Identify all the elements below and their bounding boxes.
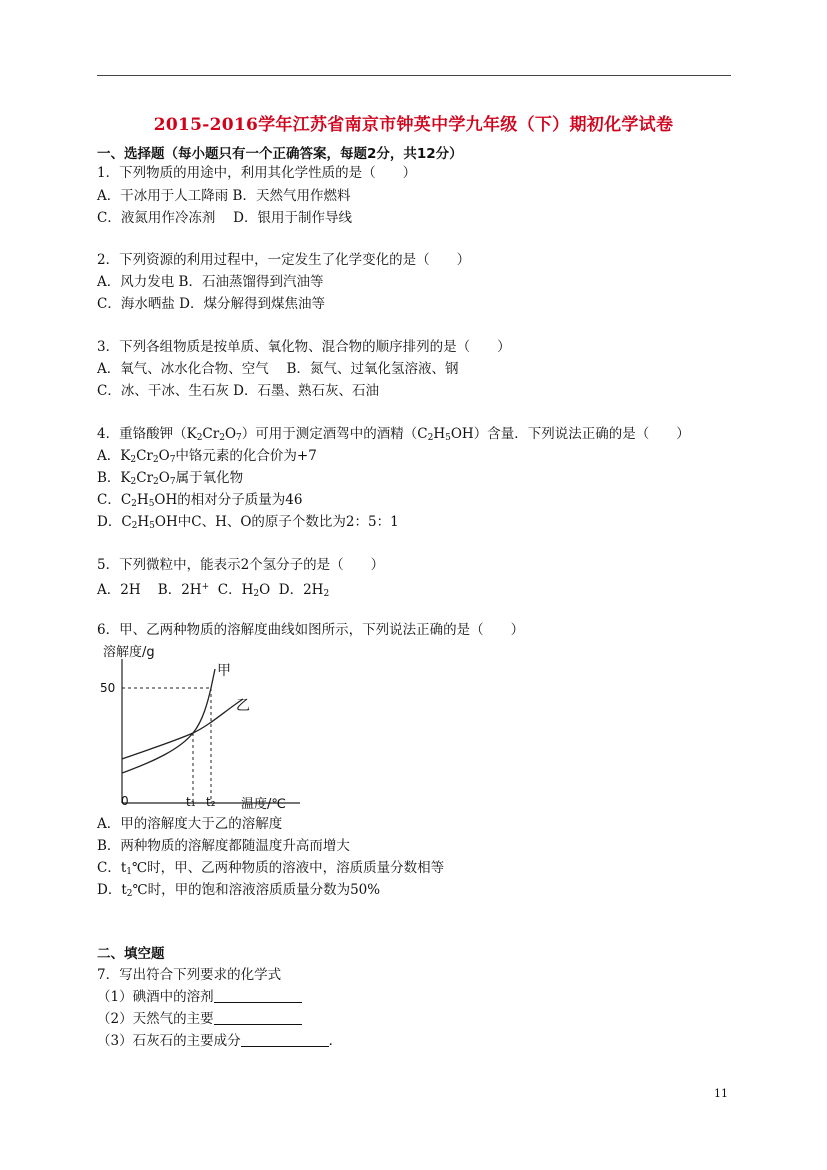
- series-jia-label: 甲: [217, 663, 231, 679]
- q1-options-ab: A．干冰用于人工降雨 B．天然气用作燃料: [97, 188, 351, 204]
- q6-option-a: A．甲的溶解度大于乙的溶解度: [97, 816, 283, 832]
- q6-option-d: D．$t_2℃$时，甲的饱和溶液溶质质量分数为50%: [97, 882, 381, 899]
- q3-options-ab: A．氧气、冰水化合物、空气 B．氮气、过氧化氢溶液、钢: [97, 361, 459, 377]
- x-tick-t2: t₂: [206, 795, 216, 809]
- x-axis-label: 温度/℃: [241, 797, 286, 812]
- header-rule: [97, 75, 731, 76]
- series-yi-curve: [122, 699, 243, 759]
- y-axis-label: 溶解度/g: [103, 645, 155, 660]
- q1-options-cd: C．液氮用作冷冻剂 D．银用于制作导线: [97, 210, 352, 226]
- q3-stem: 3．下列各组物质是按单质、氧化物、混合物的顺序排列的是（ ）: [97, 339, 511, 355]
- q7-part2: （2）天然气的主要: [97, 1010, 302, 1028]
- page-title: 2015-2016学年江苏省南京市钟英中学九年级（下）期初化学试卷: [153, 115, 674, 135]
- q4-option-c: C．$C_2H_5OH$的相对分子质量为46: [97, 492, 303, 509]
- x-tick-t1: t₁: [186, 795, 196, 809]
- q7-stem: 7．写出符合下列要求的化学式: [97, 967, 282, 983]
- y-tick-50: 50: [100, 681, 116, 695]
- page-number: 11: [714, 1087, 728, 1100]
- answer-blank: [214, 1010, 302, 1025]
- q3-options-cd: C．冰、干冰、生石灰 D．石墨、熟石灰、石油: [97, 383, 379, 399]
- series-jia-curve: [122, 669, 215, 773]
- q2-stem: 2．下列资源的利用过程中，一定发生了化学变化的是（ ）: [97, 252, 471, 268]
- q4-stem: 4．重铬酸钾$(K_2Cr_2O_7)$可用于测定酒驾中的酒精$(C_2H_5OH)$含量．下列说法正确的是（ ）: [97, 426, 690, 443]
- q6-option-b: B．两种物质的溶解度都随温度升高而增大: [97, 838, 350, 854]
- q5-stem: 5．下列微粒中，能表示2个氢分子的是（ ）: [97, 557, 385, 573]
- origin-label: 0: [121, 794, 129, 808]
- q5-options: A．2H B．2H+ C．$H_2O$ D．$2H_2$: [97, 582, 330, 599]
- q2-options-cd: C．海水晒盐 D．煤分解得到煤焦油等: [97, 296, 325, 312]
- q6-option-c: C．$t_1℃$时，甲、乙两种物质的溶液中，溶质质量分数相等: [97, 860, 445, 877]
- q1-stem: 1．下列物质的用途中，利用其化学性质的是（ ）: [97, 165, 417, 181]
- answer-blank: [241, 1032, 329, 1047]
- section-fill-heading: 二、填空题: [97, 946, 165, 962]
- q4-option-d: D．$C_2H_5OH$中C、H、O的原子个数比为2：5：1: [97, 514, 399, 531]
- series-yi-label: 乙: [236, 698, 250, 714]
- answer-blank: [214, 988, 302, 1003]
- section-choice-heading: 一、选择题（每小题只有一个正确答案，每题2分，共12分）: [97, 146, 463, 162]
- q4-option-b: B．$K_2Cr_2O_7$属于氧化物: [97, 470, 244, 487]
- q6-stem: 6．甲、乙两种物质的溶解度曲线如图所示，下列说法正确的是（ ）: [97, 622, 525, 638]
- q4-option-a: A．$K_2Cr_2O_7$中铬元素的化合价为+7: [97, 448, 317, 465]
- q7-part1: （1）碘酒中的溶剂: [97, 988, 302, 1006]
- solubility-chart: [95, 641, 305, 816]
- q2-options-ab: A．风力发电 B．石油蒸馏得到汽油等: [97, 274, 324, 290]
- q7-part3: （3）石灰石的主要成分 ．: [97, 1033, 343, 1049]
